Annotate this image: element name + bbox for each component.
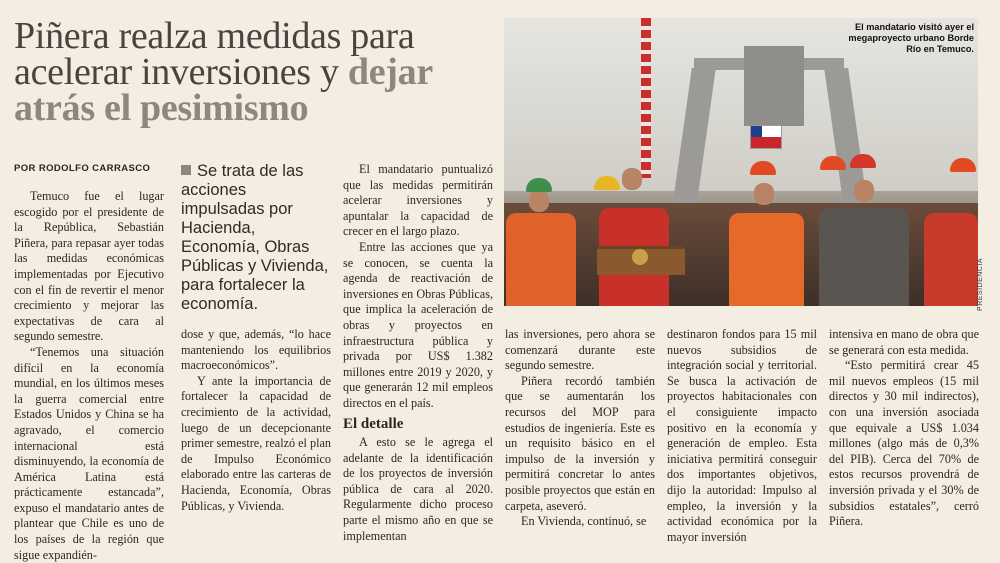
worker	[729, 213, 804, 306]
column-2	[181, 327, 331, 514]
paragraph: Temuco fue el lugar escogido por el presidente de la República, Sebastián Piñera, para repasar ayer todas las medidas económicas implementadas por Ejecutivo con el fin de revertir el menor crecimiento y mejorar las expectativas de cara al segundo semestre.	[14, 189, 164, 344]
paragraph: El mandatario puntualizó que las medidas permitirán acelerar inversiones y apuntalar la capacidad de crecer en el largo plazo.	[343, 162, 493, 239]
byline: POR RODOLFO CARRASCO	[14, 163, 151, 174]
headline-line3: atrás el pesimismo	[14, 87, 309, 129]
bridge-tower	[744, 46, 804, 126]
headline-accent-word: dejar	[347, 51, 433, 93]
face	[529, 190, 549, 212]
paragraph: las inversiones, pero ahora se comenzará durante este segundo semestre.	[505, 327, 655, 373]
face	[854, 180, 874, 202]
headline-line2: acelerar inversiones y	[14, 51, 348, 93]
paragraph: En Vivienda, continuó, se	[521, 514, 647, 529]
paragraph: destinaron fondos para 15 mil nuevos subsidios de integración social y territorial. Se busca la activación de proyectos habitacionales con el consiguiente impacto positivo en la economía y generación de empleo. Esta iniciativa permitirá conseguir dos importantes objetivos, dijo la autoridad: Impulso al empleo, la inversión y la actividad económica por la mayor inversión	[667, 327, 817, 544]
face	[754, 183, 774, 205]
column-1	[14, 189, 164, 563]
crane-icon	[641, 18, 651, 178]
paragraph: dose y que, además, “lo hace manteniendo los equilibrios macroeconómicos”.	[181, 327, 331, 373]
column-4	[505, 327, 655, 530]
column-6	[829, 327, 979, 530]
column-3	[343, 162, 493, 544]
section-subhead: El detalle	[343, 415, 404, 432]
worker	[819, 208, 909, 306]
worker	[506, 213, 576, 306]
photo-caption: El mandatario visitó ayer el megaproyecto urbano Borde Río en Temuco.	[848, 22, 974, 54]
paragraph: Entre las acciones que ya se conocen, se cuenta la agenda de reactivación de inversiones en Obras Públicas, que implica la aceleración de obras y proyectos en infraestructura pública y privada por US$ 1.382 millones entre 2019 y 2020, y que generarán 12 mil empleos directos en el país.	[343, 239, 493, 410]
seal-icon	[632, 249, 648, 265]
photo-credit: PRESIDENCIA	[977, 258, 984, 311]
paragraph: intensiva en mano de obra que se generará con esta medida.	[829, 327, 979, 357]
pull-quote	[181, 162, 329, 314]
headline	[14, 15, 494, 129]
paragraph: Piñera recordó también que se aumentarán los recursos del MOP para estudios de ingeniería. Este es un requisito básico en el impulso de la inversión y permitirá concretar lo antes posible proyectos que están en carpeta, aseveró.	[505, 373, 655, 513]
news-photo	[504, 18, 984, 311]
headline-line1: Piñera realza medidas para	[14, 15, 415, 57]
paragraph: “Esto permitirá crear 45 mil nuevos empleos (15 mil directos y 30 mil indirectos), con una inversión asociada que equivale a US$ 1.034 millones (algo más de 0,3% del PIB). Cerca del 70% de estos recursos provendrá de inversión privada y el 30% de subsidios estatales”, cerró Piñera.	[829, 358, 979, 529]
bullet-square-icon	[181, 165, 191, 175]
chile-flag-icon	[750, 125, 782, 149]
paragraph: “Tenemos una situación difícil en la economía mundial, en los últimos meses la guerra comercial entre Estados Unidos y China se ha agravado, el comercio internacional está disminuyendo, la economía de América Latina está prácticamente estancada”, expuso el mandatario antes de plantear que Chile es uno de los países de la región que sigue expandién-	[14, 344, 164, 562]
column-5	[667, 327, 817, 545]
face	[622, 168, 642, 190]
pull-quote-text: Se trata de las acciones impulsadas por Hacienda, Economía, Obras Públicas y Vivienda, para fortalecer la economía.	[181, 162, 329, 313]
paragraph: A esto se le agrega el adelante de la identificación de los proyectos de inversión pública de cara al 2020. Regularmente dicho proceso parte el mismo año en que se implementan	[343, 435, 493, 543]
worker	[924, 213, 978, 306]
paragraph: Y ante la importancia de fortalecer la capacidad de crecimiento de la actividad, luego de un decepcionante primer semestre, realzó el plan de Impulso Económico elaborado entre las carteras de Hacienda, Economía, Obras Públicas, y Vivienda.	[181, 373, 331, 513]
